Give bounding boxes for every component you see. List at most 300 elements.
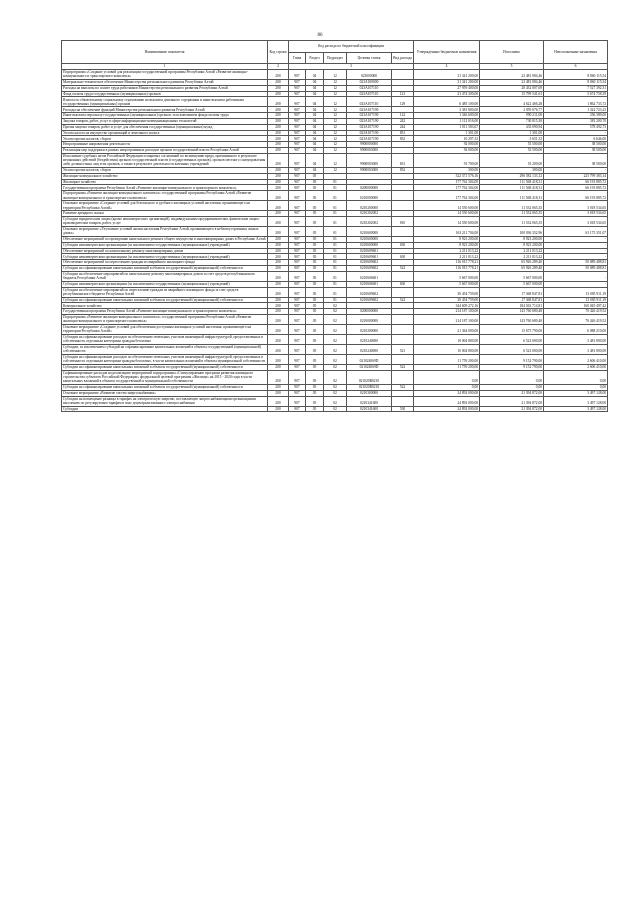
row-glava: 907 [289,406,306,412]
row-approved: 522 371 576,16 [414,173,480,179]
row-unexecuted: - [544,281,608,287]
row-glava: 907 [289,334,306,344]
row-unexecuted: - [544,248,608,254]
row-razdel: 05 [306,344,324,354]
row-razdel: 05 [306,265,324,271]
row-name: Подпрограмма «Развитие жилищно-коммунального комплекса» государственной программы Республики Алтай «Развитие жилищно-коммунального и транспортного комплекса» [62,191,268,201]
row-unexecuted: 3 018 534,65 [544,201,608,211]
row-code: 200 [268,297,289,303]
row-target: 9900003000 [347,167,392,173]
row-approved: 1 011 583,67 [414,124,480,130]
row-approved: 3 381 800,00 [414,107,480,113]
row-glava: 907 [289,309,306,315]
row-podrazdel: 01 [324,242,347,248]
row-razdel: 05 [306,271,324,281]
table-row [62,185,608,191]
row-approved: 30 454 759,00 [414,297,480,303]
row-executed: 22 481 084,46 [480,79,544,85]
row-glava: 907 [289,142,306,148]
row-razdel: 05 [306,211,324,217]
row-name: Материально-техническое обеспечение Министерства регионального развития Республики Алтай [62,79,268,85]
row-podrazdel: 12 [324,136,347,142]
row-razdel: 04 [306,153,324,167]
table-row [62,69,608,79]
table-row [62,97,608,107]
row-podrazdel: 02 [324,324,347,334]
row-vid: 122 [392,113,414,119]
row-code: 200 [268,136,289,142]
row-executed: 11 532 065,35 [480,201,544,211]
row-vid: 810 [392,216,414,226]
row-unexecuted: - [544,236,608,242]
header-razdel: Раздел [306,52,324,64]
row-target: 9900003000 [347,147,392,153]
row-name: Обеспечение мероприятий по проведению капитального ремонта общего имущества в многоквартирных домах в Республике Алтай [63,237,266,242]
row-glava: 907 [289,324,306,334]
row-razdel: 05 [306,216,324,226]
row-approved: 31 341 200,00 [414,69,480,79]
row-code: 200 [268,179,289,185]
row-podrazdel: 01 [324,226,347,236]
row-glava: 907 [289,124,306,130]
row-code: 200 [268,118,289,124]
row-target: 023А107110 [347,91,392,97]
header-vid: Вид расхода [392,52,414,64]
row-glava: 907 [289,136,306,142]
row-target: 021020R0210 [347,370,392,384]
row-target: 0210606601 [347,281,392,287]
row-approved: 30 454 759,00 [414,287,480,297]
row-executed: 2 059 076,77 [480,107,544,113]
row-approved: 300,00 [414,167,480,173]
table-row [62,406,608,412]
row-unexecuted: - [544,130,608,136]
table-row [62,216,608,226]
row-approved: 11 759 200,00 [414,364,480,370]
row-razdel: 05 [306,260,324,266]
row-name: Субсидии юридическим лицам (кроме некоммерческих организаций), индивидуальным предпринимателям, физическим лицам - производителям товаров, работ, услуг [62,216,268,226]
row-approved: 177 762 304,00 [414,185,480,191]
row-podrazdel: 02 [324,406,347,412]
row-executed: 17 368 847,81 [480,287,544,297]
row-razdel: 05 [306,396,324,406]
row-unexecuted: 225 799 383,14 [544,173,608,179]
column-number: 6 [544,64,608,70]
row-target: 0210240690 [347,344,392,354]
row-razdel: 05 [306,173,324,179]
row-name: Обеспечение мероприятий по переселению граждан из аварийного жилищного фонда [62,260,268,266]
table-row [62,85,608,91]
row-razdel: 04 [306,69,324,79]
row-executed: 433 090,94 [480,124,544,130]
row-unexecuted: 6 646,00 [544,136,608,142]
row-name: Подпрограмма «Создание условий для реализации государственной программы Республики Алтай «Развитие жилищно-коммунального и транспортного комплекса» [62,69,268,79]
row-executed: 9 152 790,00 [480,354,544,364]
row-target: 021020R0210 [347,384,392,390]
row-name: Основное мероприятие «Развитие систем энергоснабжения» [62,390,268,396]
row-razdel: 05 [306,324,324,334]
row-approved: 92 000,00 [414,147,480,153]
row-code: 200 [268,370,289,384]
row-executed: 143 760 680,48 [480,309,544,315]
header-glava: Глава [289,52,306,64]
row-vid [392,201,414,211]
row-approved: 10 297,33 [414,136,480,142]
row-target: 0210000000 [347,314,392,324]
row-approved: 2 211 013,22 [414,248,480,254]
row-glava: 907 [289,281,306,287]
row-target: 0210600000 [347,236,392,242]
row-executed: 21 394 872,00 [480,390,544,396]
row-vid: 630 [392,242,414,248]
row-razdel: 05 [306,185,324,191]
row-target: 023А100000 [347,79,392,85]
row-unexecuted: - [544,242,608,248]
row-code: 200 [268,314,289,324]
row-glava: 907 [289,69,306,79]
table-row [62,254,608,260]
row-approved: 0,00 [414,384,480,390]
table-row [62,248,608,254]
row-executed: 296 582 133,12 [480,173,544,179]
row-code: 200 [268,226,289,236]
row-podrazdel: 02 [324,370,347,384]
header-budget-class: Код расхода по бюджетной классификации [289,41,414,53]
row-glava: 907 [289,236,306,242]
row-vid: 521 [392,344,414,354]
row-executed: 0,00 [480,370,544,384]
row-approved: 0,00 [414,370,480,384]
row-podrazdel: 12 [324,91,347,97]
row-unexecuted: 6 088 210,00 [544,324,608,334]
row-code: 200 [268,153,289,167]
table-row [62,107,608,113]
table-row [62,364,608,370]
row-name: Иные выплаты персоналу государственных (муниципальных) органов, за исключением фонда оплаты труда [62,113,268,119]
row-razdel: 04 [306,113,324,119]
row-razdel: 05 [306,287,324,297]
row-unexecuted: 381 200,70 [544,118,608,124]
row-code: 200 [268,260,289,266]
table-row [62,396,608,406]
row-unexecuted: 1 862 733,72 [544,97,608,107]
row-razdel: 05 [306,242,324,248]
row-podrazdel: 12 [324,142,347,148]
row-name: Взносы по обязательному социальному страхованию на выплаты денежного содержания и иные выплаты работникам государственных (муниципальных) органов [62,97,268,107]
column-number: 4 [414,64,480,70]
row-approved: 92 000,00 [414,142,480,148]
row-executed: 53 500,00 [480,147,544,153]
column-number: 3 [289,64,414,70]
row-target: 023А107190 [347,113,392,119]
table-header-row-1 [62,41,608,53]
row-unexecuted: 1 322 723,23 [544,107,608,113]
row-glava: 907 [289,287,306,297]
row-code: 200 [268,130,289,136]
row-executed: 15 675 790,00 [480,324,544,334]
row-glava: 907 [289,179,306,185]
table-row [62,260,608,266]
row-code: 200 [268,69,289,79]
row-executed: 6 523 000,00 [480,344,544,354]
table-row [62,201,608,211]
row-name: Субсидии на возмещение разницы в тарифах на электрическую энергию, поставляемую энергоснабжающими организациями населению по регулируемым тарифам в зоне децентрализованного электроснабжения [62,396,268,406]
row-approved: 11 759 200,00 [414,354,480,364]
header-target: Целевая статья [347,52,392,64]
row-executed: 100 036 352,96 [480,226,544,236]
row-podrazdel: 02 [324,334,347,344]
table-row [62,153,608,167]
row-executed: 0,00 [480,384,544,390]
row-code: 200 [268,303,289,309]
row-glava: 907 [289,314,306,324]
row-razdel: 05 [306,303,324,309]
row-target: 023А107190 [347,107,392,113]
row-podrazdel: 02 [324,354,347,364]
row-podrazdel: 02 [324,364,347,370]
table-row [62,242,608,248]
row-executed: 730 815,30 [480,118,544,124]
table-row [62,281,608,287]
row-code: 200 [268,281,289,287]
table-row [62,91,608,97]
row-razdel: 04 [306,167,324,173]
row-code: 200 [268,185,289,191]
row-podrazdel: 02 [324,396,347,406]
row-glava: 907 [289,260,306,266]
row-glava: 907 [289,297,306,303]
row-target: 023А107190 [347,130,392,136]
row-unexecuted: 38 500,00 [544,153,608,167]
row-vid: 630 [392,281,414,287]
row-approved: 14 550 600,00 [414,201,480,211]
row-name: Развитие арендного жилья [62,211,268,217]
row-unexecuted: 5 674 758,39 [544,91,608,97]
row-razdel: 05 [306,390,324,396]
header-unexecuted: Неисполненные назначения [544,41,608,64]
row-razdel: 04 [306,124,324,130]
table-body [62,69,608,411]
row-approved: 8 923 200,00 [414,242,480,248]
row-podrazdel: 01 [324,271,347,281]
row-target: 0210000000 [347,191,392,201]
row-razdel: 04 [306,91,324,97]
row-code: 200 [268,167,289,173]
row-unexecuted: 63 175 351,07 [544,226,608,236]
row-glava: 907 [289,216,306,226]
row-glava: 907 [289,396,306,406]
row-unexecuted: 38 500,00 [544,142,608,148]
row-name: Уплата прочих налогов, сборов [62,167,268,173]
row-unexecuted: 356 389,00 [544,113,608,119]
row-approved: 163 211 704,00 [414,226,480,236]
row-executed: 990 211,00 [480,113,544,119]
header-code: Код строки [268,41,289,64]
row-name: Субсидии на обеспечение мероприятий по переселению граждан из аварийного жилищного фонда за счет средств республиканского бюджета Республики Алтай [62,287,268,297]
row-podrazdel: 02 [324,314,347,324]
row-approved: 8 923 200,00 [414,236,480,242]
row-razdel: 05 [306,384,324,390]
row-podrazdel: 01 [324,201,347,211]
row-razdel: 05 [306,297,324,303]
row-code: 200 [268,79,289,85]
table-row [62,265,608,271]
row-approved: 14 550 600,00 [414,216,480,226]
row-vid: 530 [392,406,414,412]
row-podrazdel: 01 [324,297,347,303]
row-razdel: 04 [306,118,324,124]
row-unexecuted: 66 193 885,72 [544,185,608,191]
table-row [62,334,608,344]
row-name: Исполнение судебных актов Российской Федерации и мировых соглашений по возмещению вреда, причиненного в результате незаконных действий (бездействия) органов государственной власти (государственных органов), органов местного самоуправления либо должностных лиц этих органов, а также в результате деятельности казенных учреждений [62,153,268,167]
row-razdel: 05 [306,309,324,315]
table-row [62,226,608,236]
row-unexecuted: 8 860 115,54 [544,79,608,85]
row-code: 200 [268,85,289,91]
row-executed: 20 432 007,69 [480,85,544,91]
row-name: Реализация мер поддержки в рамках непрограммных расходов органов государственной власти Республики Алтай [62,147,268,153]
row-glava: 907 [289,265,306,271]
row-target: 0210200000 [347,324,392,334]
row-razdel: 05 [306,179,324,185]
row-glava: 907 [289,130,306,136]
row-glava: 907 [289,173,306,179]
row-name: Подпрограмма «Развитие жилищно-коммунального комплекса» государственной программы Республики Алтай «Развитие жилищно-коммунального и транспортного комплекса» [62,314,268,324]
row-razdel: 04 [306,142,324,148]
row-podrazdel: 12 [324,107,347,113]
row-executed: 1 301,00 [480,130,544,136]
row-executed: 6 523 000,00 [480,334,544,344]
row-executed: 5 667 000,00 [480,271,544,281]
row-name: Жилищно-коммунальное хозяйство [62,173,268,179]
row-vid: 522 [392,364,414,370]
row-vid: 852 [392,167,414,173]
row-podrazdel: 01 [324,248,347,254]
row-vid: 852 [392,136,414,142]
row-executed: 11 532 065,35 [480,211,544,217]
header-name: Наименование показателя [62,41,268,64]
row-target: 021024069D [347,364,392,370]
row-vid: 522 [392,265,414,271]
row-name: Обеспечение мероприятий по капитальному ремонту многоквартирных домов [62,248,268,254]
table-row [62,354,608,364]
row-approved: 6 485 100,00 [414,97,480,107]
row-vid: 630 [392,254,414,260]
row-target: 023А107110 [347,97,392,107]
row-unexecuted: 13 085 911,19 [544,287,608,297]
row-podrazdel: 12 [324,79,347,85]
row-vid: 244 [392,124,414,130]
row-approved: 1 346 600,00 [414,113,480,119]
row-name: Субсидии некоммерческим организациям (за исключением государственных (муниципальных) учреждений) [62,254,268,260]
budget-execution-table [61,40,607,412]
row-razdel: 04 [306,147,324,153]
row-code: 200 [268,216,289,226]
row-approved: 24 892 000,00 [414,390,480,396]
row-executed: 5 667 000,00 [480,281,544,287]
row-razdel: 05 [306,334,324,344]
row-executed: 8 923 200,00 [480,242,544,248]
row-vid: 129 [392,97,414,107]
row-executed: 65 926 289,40 [480,265,544,271]
row-code: 200 [268,324,289,334]
row-podrazdel: 12 [324,167,347,173]
row-approved: 5 667 000,00 [414,281,480,287]
row-podrazdel: 12 [324,130,347,136]
row-target: 0210609602 [347,297,392,303]
row-unexecuted: 0,00 [544,370,608,384]
row-approved: 21 474 300,00 [414,91,480,97]
row-code: 200 [268,334,289,344]
table-row [62,297,608,303]
row-glava: 907 [289,91,306,97]
row-code: 200 [268,201,289,211]
row-code: 200 [268,242,289,248]
row-unexecuted: 578 492,73 [544,124,608,130]
row-executed: 21 394 872,00 [480,396,544,406]
row-target: 0210609602 [347,265,392,271]
row-approved: 21 364 000,00 [414,324,480,334]
row-name: Субсидии на софинансирование капитальных вложений в объекты государственной (муниципальной) собственности [62,265,268,271]
row-vid: 121 [392,91,414,97]
row-name: Государственная программа Республики Алтай «Развитие жилищно-коммунального и транспортного комплекса» [62,309,268,315]
row-vid: 522 [392,297,414,303]
row-unexecuted: 2 606 410,00 [544,364,608,370]
row-code: 200 [268,396,289,406]
row-razdel: 04 [306,130,324,136]
row-code: 200 [268,248,289,254]
row-executed: 17 368 847,81 [480,297,544,303]
row-name: Субсидии на обеспечение мероприятий по капитальному ремонту многоквартирных домов за счет средств республиканского бюджета Республики Алтай [62,271,268,281]
row-code: 200 [268,287,289,297]
row-approved: 116 015 778,21 [414,265,480,271]
row-executed: 143 760 680,48 [480,314,544,324]
row-code: 200 [268,173,289,179]
row-name: Закупка товаров, работ, услуг в сфере информационно-коммуникационных технологий [62,118,268,124]
row-target: 0210202002 [347,216,392,226]
row-executed: 53 500,00 [480,142,544,148]
row-vid: 851 [392,130,414,136]
row-target: 0210300000 [347,390,392,396]
row-unexecuted: - [544,254,608,260]
row-podrazdel: 01 [324,236,347,242]
row-executed: 2 211 013,22 [480,248,544,254]
row-name: Субсидии на софинансирование капитальных вложений в объекты государственной (муниципальной) собственности [62,364,268,370]
table-row [62,314,608,324]
row-unexecuted: 66 193 885,72 [544,191,608,201]
row-glava: 907 [289,167,306,173]
row-podrazdel: 01 [324,216,347,226]
row-target: 023А107110 [347,85,392,91]
row-name: Прочая закупка товаров, работ и услуг для обеспечения государственных (муниципальных) нужд [62,124,268,130]
table-row [62,309,608,315]
row-executed: 184 563 714,81 [480,303,544,309]
row-unexecuted: 50 089 488,81 [544,260,608,266]
row-unexecuted: 13 085 911,19 [544,297,608,303]
row-razdel: 05 [306,201,324,211]
row-name: Субсидии на софинансирование капитальных вложений в объекты государственной (муниципальной) собственности [62,297,268,303]
row-approved: 10 004 800,00 [414,344,480,354]
row-name: Расходы на выплаты по оплате труда работников Министерства регионального развития Республики Алтай [62,85,268,91]
row-razdel: 04 [306,79,324,85]
row-code: 200 [268,124,289,130]
row-name: Субсидии на софинансирование капитальных вложений в объекты государственной (муниципальной) собственности [62,384,268,390]
row-target: 021024069D [347,354,392,364]
row-code: 200 [268,97,289,107]
row-vid [392,69,414,79]
row-vid: 242 [392,118,414,124]
row-approved: 214 187 100,00 [414,309,480,315]
